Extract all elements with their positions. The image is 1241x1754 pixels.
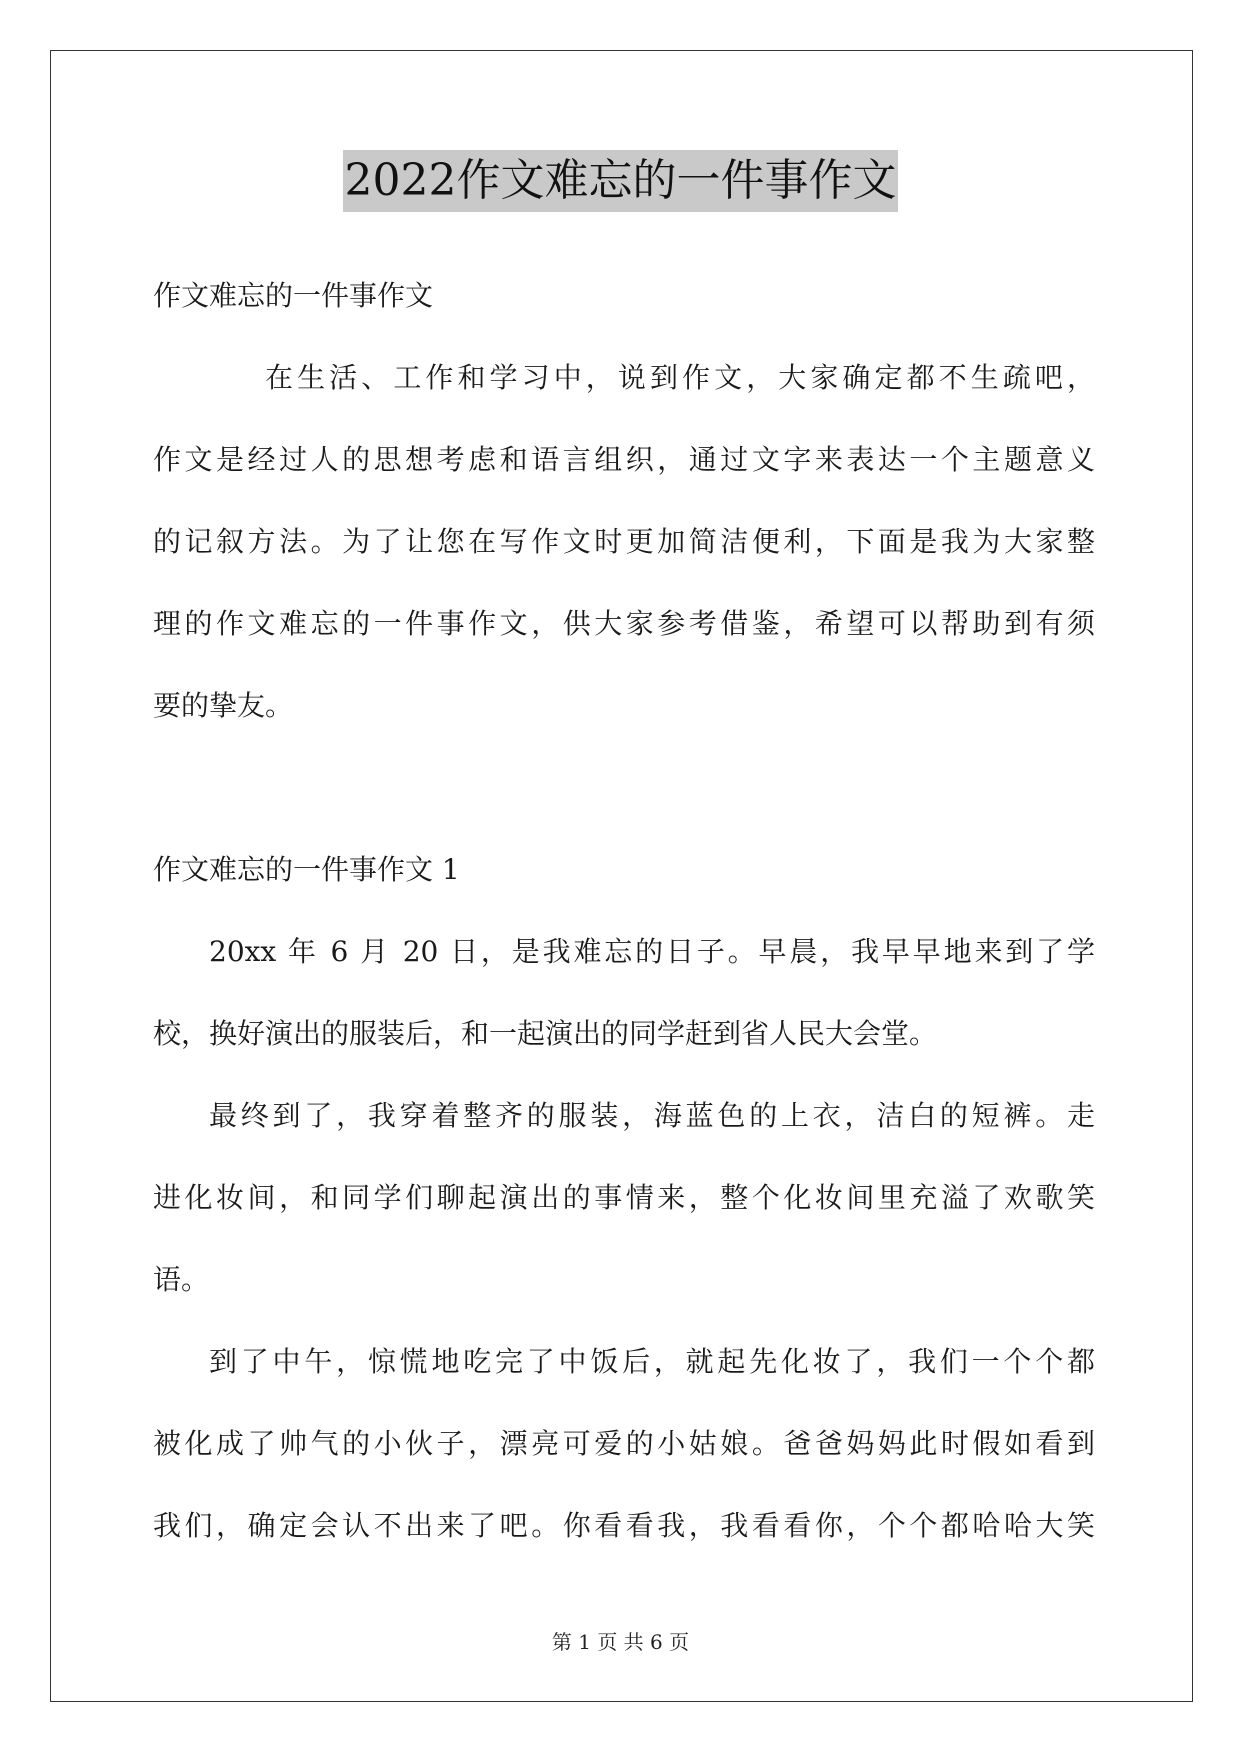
text-line: 要的挚友。: [153, 689, 294, 722]
text-line: 被化成了帅气的小伙子，漂亮可爱的小姑娘。爸爸妈妈此时假如看到: [153, 1427, 1095, 1460]
document-title: 2022作文难忘的一件事作文: [343, 150, 899, 212]
text-line: 作文是经过人的思想考虑和语言组织，通过文字来表达一个主题意义: [153, 443, 1095, 476]
text-line: 20xx 年 6 月 20 日，是我难忘的日子。早晨，我早早地来到了学: [209, 935, 1095, 968]
text-line: 作文难忘的一件事作文 1: [153, 853, 460, 886]
text-line: 到了中午，惊慌地吃完了中饭后，就起先化妆了，我们一个个都: [209, 1345, 1095, 1378]
paragraph-spacer: [153, 747, 1095, 829]
title-container: [0, 150, 1241, 212]
text-line: 进化妆间，和同学们聊起演出的事情来，整个化妆间里充溢了欢歌笑: [153, 1181, 1095, 1214]
text-line: 我们，确定会认不出来了吧。你看看我，我看看你，个个都哈哈大笑: [153, 1509, 1095, 1542]
document-body: [153, 255, 1095, 1567]
text-line: 最终到了，我穿着整齐的服装，海蓝色的上衣，洁白的短裤。走: [209, 1099, 1095, 1132]
page-footer: 第 1 页 共 6 页: [551, 1630, 690, 1654]
text-line: 在生活、工作和学习中，说到作文，大家确定都不生疏吧，: [265, 361, 1095, 394]
text-line: 的记叙方法。为了让您在写作文时更加简洁便利，下面是我为大家整: [153, 525, 1095, 558]
text-line: 语。: [153, 1263, 210, 1296]
text-line: 作文难忘的一件事作文: [153, 279, 434, 312]
text-line: 理的作文难忘的一件事作文，供大家参考借鉴，希望可以帮助到有须: [153, 607, 1095, 640]
text-line: 校，换好演出的服装后，和一起演出的同学赶到省人民大会堂。: [153, 1017, 938, 1050]
